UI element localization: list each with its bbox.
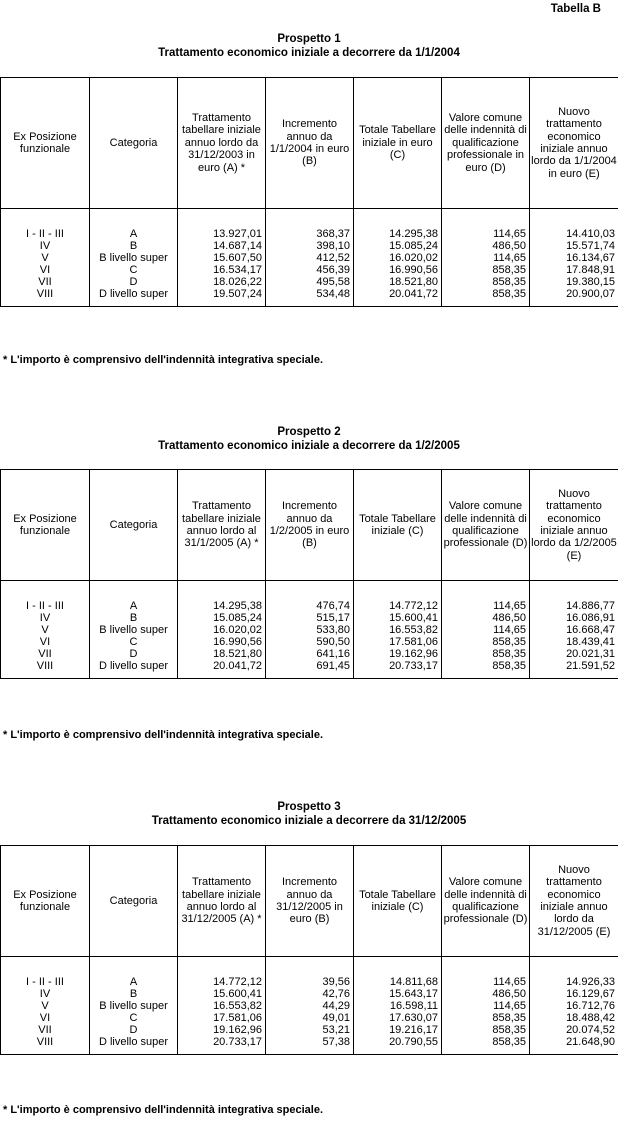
table-row [1,660,618,672]
table-cell: VII [1,1024,90,1036]
table-row [1,988,618,1000]
table-cell: 16.134,67 [530,252,618,264]
table-row [1,636,618,648]
table-cell: 16.712,76 [530,1000,618,1012]
table-cell: 20.790,55 [354,1036,442,1048]
table-cell: VIII [1,288,90,300]
spacer-cell [266,581,354,601]
table-cell: 15.571,74 [530,240,618,252]
footnote: * L'importo è comprensivo dell'indennità integrativa speciale. [3,354,324,366]
spacer-cell [266,209,354,229]
table-cell: 858,35 [442,1036,530,1048]
spacer-cell [90,957,178,977]
table-cell: 18.521,80 [178,648,266,660]
table-row [1,648,618,660]
table-cell: 368,37 [266,228,354,240]
column-header: Ex Posizione funzionale [1,846,90,957]
table-cell: VIII [1,1036,90,1048]
spacer-cell [178,300,266,307]
table-cell: 16.534,17 [178,264,266,276]
table-cell: D [90,276,178,288]
spacer-cell [178,581,266,601]
table-cell: 16.990,56 [354,264,442,276]
spacer-cell [530,300,618,307]
table-cell: B [90,612,178,624]
table-cell: 858,35 [442,648,530,660]
table-cell: 18.521,80 [354,276,442,288]
table-cell: I - II - III [1,228,90,240]
table-cell: 14.772,12 [354,600,442,612]
table-cell: 14.295,38 [354,228,442,240]
table-cell: 858,35 [442,1024,530,1036]
table-cell: 114,65 [442,624,530,636]
table-cell: 14.886,77 [530,600,618,612]
spacer-cell [442,672,530,679]
table-cell: 15.607,50 [178,252,266,264]
spacer-cell [90,1048,178,1055]
table-cell: 486,50 [442,240,530,252]
spacer-cell [530,672,618,679]
table-cell: 412,52 [266,252,354,264]
spacer-cell [1,1048,90,1055]
table-cell: 486,50 [442,612,530,624]
table-cell: I - II - III [1,976,90,988]
table-cell: 15.085,24 [178,612,266,624]
column-header: Ex Posizione funzionale [1,470,90,581]
table-row [1,600,618,612]
table-cell: 19.162,96 [178,1024,266,1036]
table-cell: 858,35 [442,276,530,288]
column-header: Categoria [90,846,178,957]
prospetto-title: Prospetto 2 [277,426,341,438]
table-cell: VI [1,636,90,648]
prospetto-table [0,845,618,1055]
column-header: Categoria [90,470,178,581]
spacer-cell [530,957,618,977]
table-cell: 16.668,47 [530,624,618,636]
table-row [1,976,618,988]
table-row [1,1012,618,1024]
table-cell: VII [1,276,90,288]
table-row [1,264,618,276]
column-header: Trattamento tabellare iniziale annuo lordo al 31/1/2005 (A) * [178,470,266,581]
column-header: Incremento annuo da 31/12/2005 in euro (B) [266,846,354,957]
spacer-cell [90,300,178,307]
table-cell: 533,80 [266,624,354,636]
spacer-cell [1,672,90,679]
table-cell: 590,50 [266,636,354,648]
table-cell: 17.630,07 [354,1012,442,1024]
spacer-cell [178,672,266,679]
spacer-cell [530,1048,618,1055]
spacer-cell [442,581,530,601]
table-row [1,288,618,300]
table-cell: VI [1,264,90,276]
table-cell: 17.848,91 [530,264,618,276]
table-row [1,612,618,624]
table-cell: 15.643,17 [354,988,442,1000]
table-cell: 114,65 [442,252,530,264]
spacer-cell [354,581,442,601]
spacer-cell [178,957,266,977]
table-cell: 18.026,22 [178,276,266,288]
table-cell: 20.041,72 [178,660,266,672]
prospetto-subtitle: Trattamento economico iniziale a decorrere da 1/1/2004 [158,47,460,59]
spacer-cell [178,209,266,229]
table-cell: 19.380,15 [530,276,618,288]
table-cell: VII [1,648,90,660]
table-cell: 21.591,52 [530,660,618,672]
table-cell: 19.162,96 [354,648,442,660]
table-cell: 20.074,52 [530,1024,618,1036]
table-cell: V [1,624,90,636]
spacer-cell [354,300,442,307]
table-cell: 476,74 [266,600,354,612]
table-cell: 19.216,17 [354,1024,442,1036]
table-cell: A [90,600,178,612]
table-cell: 456,39 [266,264,354,276]
footnote: * L'importo è comprensivo dell'indennità integrativa speciale. [3,1104,324,1116]
table-cell: I - II - III [1,600,90,612]
table-row [1,240,618,252]
table-cell: 16.598,11 [354,1000,442,1012]
column-header: Ex Posizione funzionale [1,78,90,209]
table-row [1,1024,618,1036]
spacer-cell [1,300,90,307]
spacer-cell [1,581,90,601]
table-cell: 16.553,82 [354,624,442,636]
table-cell: 114,65 [442,976,530,988]
prospetto-subtitle: Trattamento economico iniziale a decorrere da 1/2/2005 [158,440,460,452]
table-cell: 20.041,72 [354,288,442,300]
table-cell: A [90,976,178,988]
table-row [1,252,618,264]
spacer-cell [1,957,90,977]
spacer-cell [266,1048,354,1055]
table-cell: 641,16 [266,648,354,660]
table-cell: D livello super [90,1036,178,1048]
table-cell: B livello super [90,624,178,636]
table-cell: D [90,1024,178,1036]
prospetto-title: Prospetto 3 [277,801,341,813]
column-header: Trattamento tabellare iniziale annuo lordo da 31/12/2003 in euro (A) * [178,78,266,209]
table-cell: 18.439,41 [530,636,618,648]
table-row [1,1000,618,1012]
column-header: Valore comune delle indennità di qualificazione professionale (D) [442,470,530,581]
table-cell: 17.581,06 [354,636,442,648]
table-cell: V [1,1000,90,1012]
table-cell: 20.900,07 [530,288,618,300]
table-cell: 16.553,82 [178,1000,266,1012]
table-cell: 495,58 [266,276,354,288]
spacer-cell [442,209,530,229]
column-header: Categoria [90,78,178,209]
table-cell: C [90,1012,178,1024]
table-cell: A [90,228,178,240]
spacer-cell [178,1048,266,1055]
spacer-cell [530,581,618,601]
column-header: Valore comune delle indennità di qualificazione professionale (D) [442,846,530,957]
spacer-cell [1,209,90,229]
spacer-cell [90,672,178,679]
table-cell: 16.086,91 [530,612,618,624]
table-cell: D livello super [90,288,178,300]
table-cell: 114,65 [442,600,530,612]
spacer-cell [266,672,354,679]
table-cell: 20.733,17 [178,1036,266,1048]
table-cell: 21.648,90 [530,1036,618,1048]
table-cell: 486,50 [442,988,530,1000]
table-cell: C [90,264,178,276]
table-cell: 858,35 [442,636,530,648]
column-header: Nuovo trattamento economico iniziale annuo lordo da 1/1/2004 in euro (E) [530,78,618,209]
prospetto-table [0,77,618,307]
table-cell: IV [1,612,90,624]
table-cell: 114,65 [442,1000,530,1012]
spacer-cell [266,300,354,307]
table-cell: D [90,648,178,660]
table-cell: 19.507,24 [178,288,266,300]
table-cell: 16.990,56 [178,636,266,648]
table-cell: 691,45 [266,660,354,672]
table-cell: 14.772,12 [178,976,266,988]
table-cell: 14.926,33 [530,976,618,988]
table-cell: 20.733,17 [354,660,442,672]
table-cell: 57,38 [266,1036,354,1048]
table-cell: 858,35 [442,660,530,672]
table-cell: 15.600,41 [354,612,442,624]
spacer-cell [354,1048,442,1055]
column-header: Trattamento tabellare iniziale annuo lordo al 31/12/2005 (A) * [178,846,266,957]
table-cell: 49,01 [266,1012,354,1024]
table-row [1,624,618,636]
spacer-cell [442,957,530,977]
footnote: * L'importo è comprensivo dell'indennità integrativa speciale. [3,729,324,741]
table-cell: 534,48 [266,288,354,300]
table-cell: 114,65 [442,228,530,240]
table-cell: D livello super [90,660,178,672]
table-cell: 44,29 [266,1000,354,1012]
spacer-cell [530,209,618,229]
spacer-cell [354,957,442,977]
table-cell: 858,35 [442,1012,530,1024]
table-cell: IV [1,240,90,252]
prospetto-table [0,469,618,679]
document-label: Tabella B [550,3,601,15]
table-cell: 42,76 [266,988,354,1000]
column-header: Incremento annuo da 1/1/2004 in euro (B) [266,78,354,209]
column-header: Totale Tabellare iniziale (C) [354,470,442,581]
table-cell: 16.020,02 [178,624,266,636]
spacer-cell [266,957,354,977]
spacer-cell [442,300,530,307]
column-header: Totale Tabellare iniziale in euro (C) [354,78,442,209]
table-cell: B [90,240,178,252]
table-cell: 14.687,14 [178,240,266,252]
table-cell: B livello super [90,252,178,264]
spacer-cell [354,209,442,229]
table-cell: 16.020,02 [354,252,442,264]
column-header: Totale Tabellare iniziale (C) [354,846,442,957]
table-cell: V [1,252,90,264]
column-header: Nuovo trattamento economico iniziale annuo lordo da 31/12/2005 (E) [530,846,618,957]
table-cell: 53,21 [266,1024,354,1036]
table-cell: 16.129,67 [530,988,618,1000]
prospetto-subtitle: Trattamento economico iniziale a decorrere da 31/12/2005 [151,815,467,827]
column-header: Incremento annuo da 1/2/2005 in euro (B) [266,470,354,581]
table-cell: 20.021,31 [530,648,618,660]
table-cell: IV [1,988,90,1000]
table-cell: 858,35 [442,264,530,276]
spacer-cell [354,672,442,679]
table-cell: VIII [1,660,90,672]
table-cell: 17.581,06 [178,1012,266,1024]
table-row [1,228,618,240]
table-cell: 14.410,03 [530,228,618,240]
table-cell: B livello super [90,1000,178,1012]
prospetto-title: Prospetto 1 [277,33,341,45]
table-cell: 39,56 [266,976,354,988]
table-row [1,1036,618,1048]
table-cell: 15.600,41 [178,988,266,1000]
spacer-cell [442,1048,530,1055]
table-cell: 18.488,42 [530,1012,618,1024]
table-cell: 14.811,68 [354,976,442,988]
table-cell: 398,10 [266,240,354,252]
table-cell: B [90,988,178,1000]
table-cell: 13.927,01 [178,228,266,240]
table-cell: 14.295,38 [178,600,266,612]
spacer-cell [90,209,178,229]
table-cell: VI [1,1012,90,1024]
spacer-cell [90,581,178,601]
column-header: Nuovo trattamento economico iniziale annuo lordo da 1/2/2005 (E) [530,470,618,581]
table-row [1,276,618,288]
table-cell: 858,35 [442,288,530,300]
column-header: Valore comune delle indennità di qualificazione professionale in euro (D) [442,78,530,209]
table-cell: 15.085,24 [354,240,442,252]
table-cell: C [90,636,178,648]
table-cell: 515,17 [266,612,354,624]
